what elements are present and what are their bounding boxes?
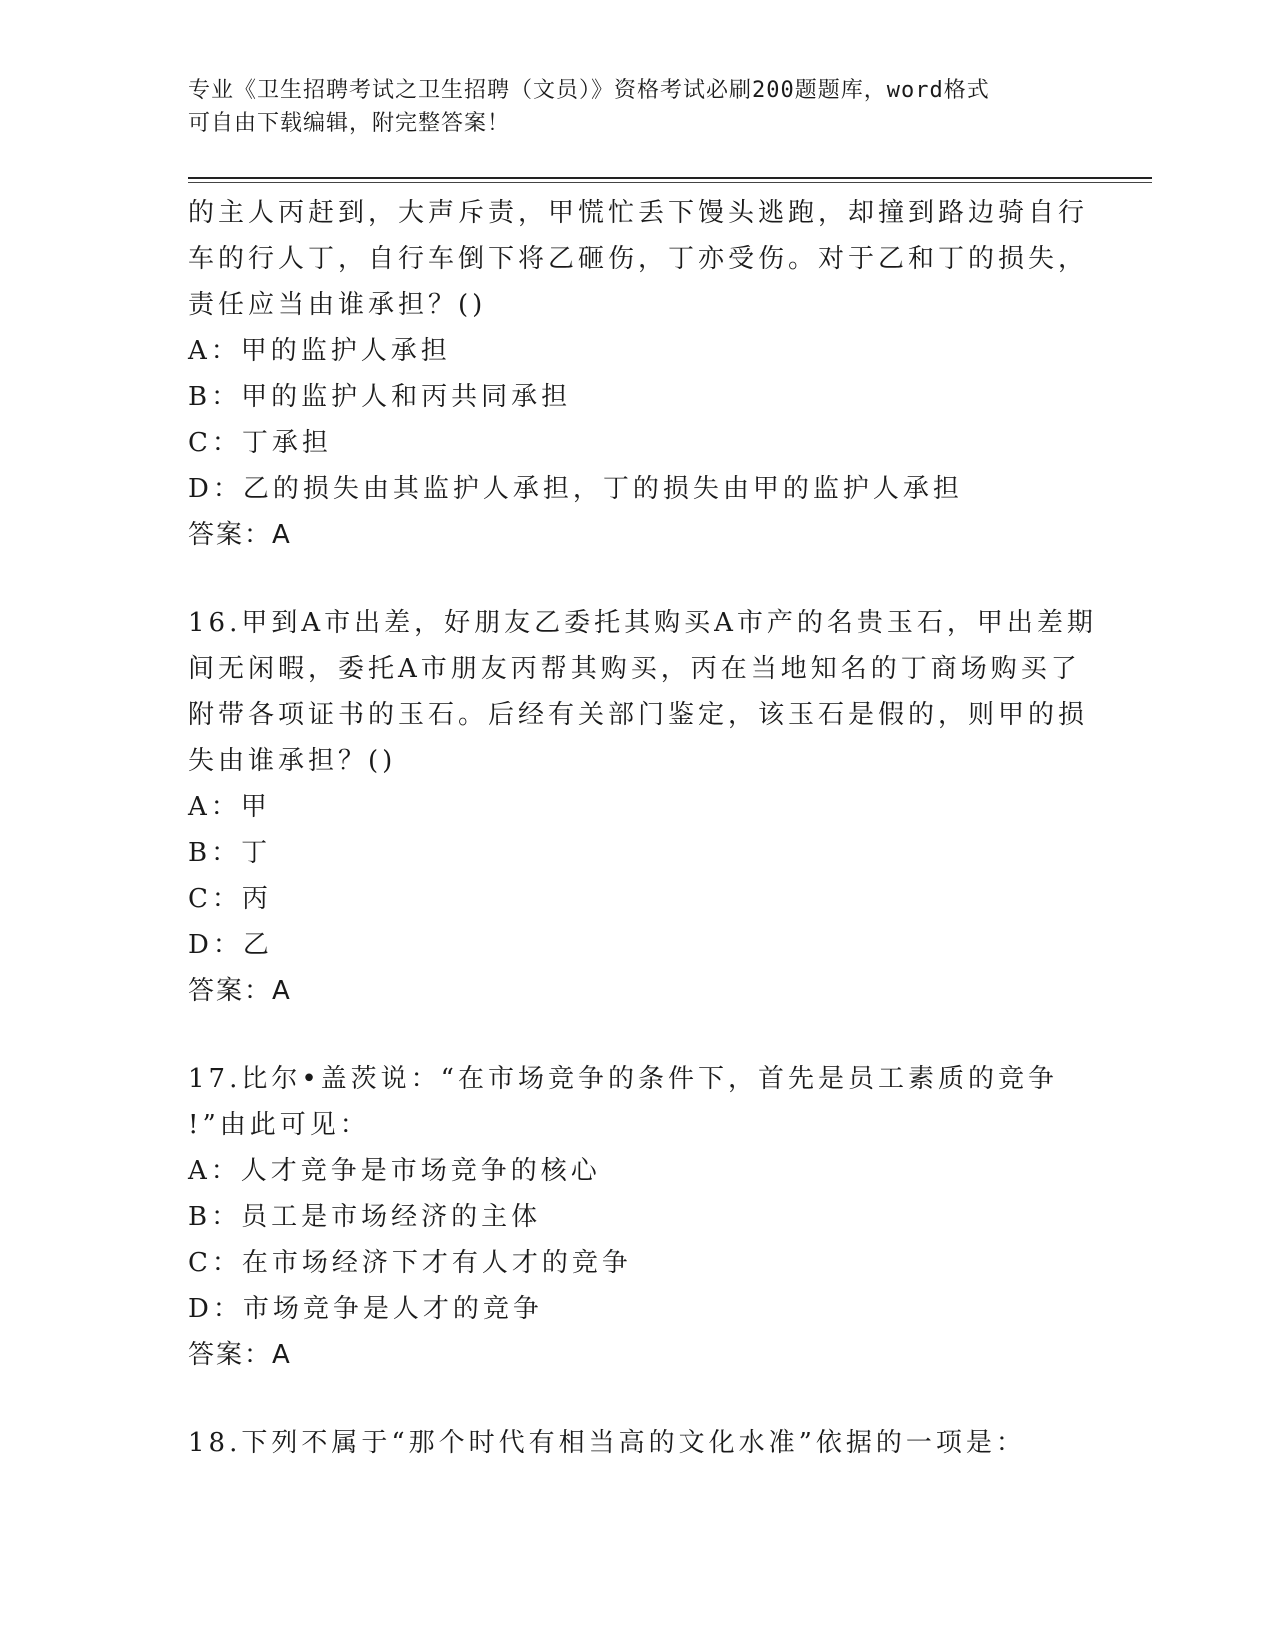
option-d: D：市场竞争是人才的竞争 [188,1294,543,1324]
question-text-line: 责任应当由谁承担？() [188,290,487,320]
spacer [188,558,1088,600]
question-text-line: !”由此可见： [188,1110,370,1140]
question-text-line: 间无闲暇，委托A市朋友丙帮其购买，丙在当地知名的丁商场购买了 [188,654,1081,684]
document-body [188,190,1097,1466]
header-line-1: 专业《卫生招聘考试之卫生招聘（文员）》资格考试必刷200题题库，word格式 [188,78,990,103]
question-text-line: 的主人丙赶到，大声斥责，甲慌忙丢下馒头逃跑，却撞到路边骑自行 [188,198,1089,228]
answer-line: 答案：A [188,976,292,1006]
question-16 [188,600,1097,1014]
question-text-line: 车的行人丁，自行车倒下将乙砸伤，丁亦受伤。对于乙和丁的损失， [188,244,1089,274]
option-a: A：甲 [188,792,271,822]
option-c: C：丙 [188,884,272,914]
question-text-line: 16.甲到A市出差，好朋友乙委托其购买A市产的名贵玉石，甲出差期 [188,608,1097,638]
option-a: A：甲的监护人承担 [188,336,451,366]
option-b: B：员工是市场经济的主体 [188,1202,542,1232]
question-text-line: 附带各项证书的玉石。后经有关部门鉴定，该玉石是假的，则甲的损 [188,700,1089,730]
option-a: A：人才竞争是市场竞争的核心 [188,1156,601,1186]
question-text-line: 失由谁承担？() [188,746,397,776]
question-17 [188,1056,1088,1378]
option-b: B：丁 [188,838,272,868]
header-divider-thin [188,182,1152,183]
option-c: C：在市场经济下才有人才的竞争 [188,1248,632,1278]
question-15 [188,190,1088,558]
question-text-line: 18.下列不属于“那个时代有相当高的文化水准”依据的一项是： [188,1428,1026,1458]
spacer [188,1014,1088,1056]
question-18 [188,1420,1088,1466]
answer-line: 答案：A [188,1340,292,1370]
option-d: D：乙 [188,930,273,960]
option-d: D：乙的损失由其监护人承担，丁的损失由甲的监护人承担 [188,474,963,504]
header-divider-thick [188,177,1152,179]
answer-line: 答案：A [188,520,292,550]
spacer [188,1378,1088,1420]
header-line-2: 可自由下载编辑，附完整答案！ [188,111,511,136]
question-text-line: 17.比尔•盖茨说：“在市场竞争的条件下，首先是员工素质的竞争 [188,1064,1058,1094]
option-b: B：甲的监护人和丙共同承担 [188,382,572,412]
document-header [188,74,1068,140]
option-c: C：丁承担 [188,428,332,458]
